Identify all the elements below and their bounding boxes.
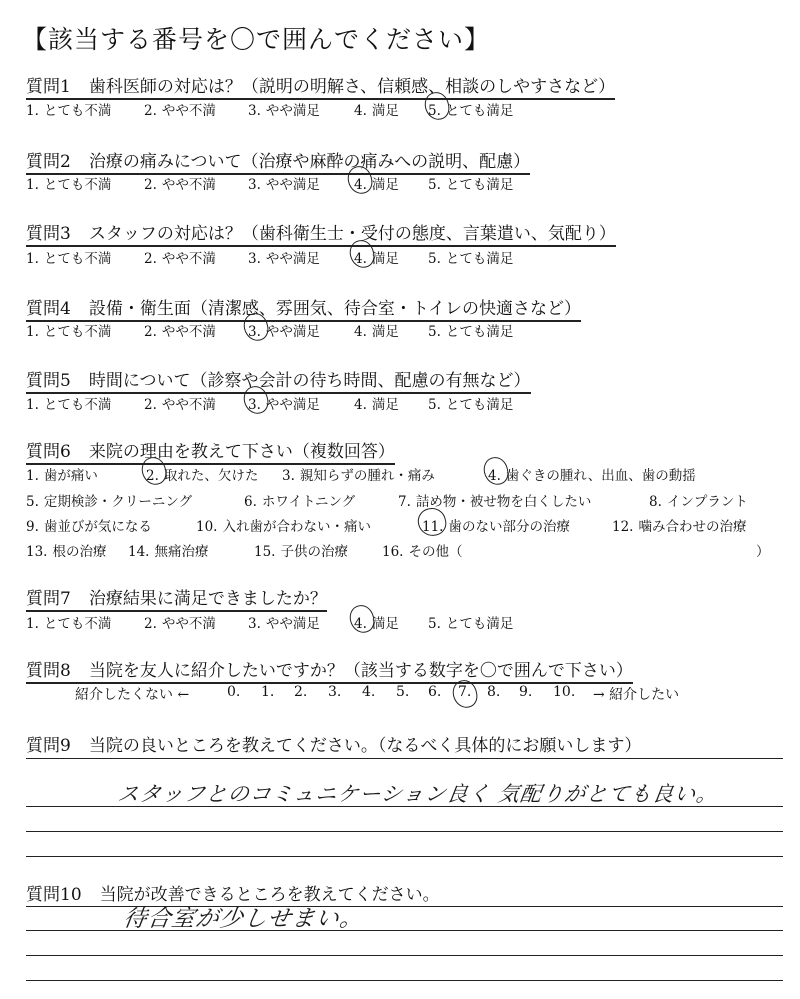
survey-sheet: 【該当する番号を〇で囲んでください】 質問1 歯科医師の対応は？（説明の明解さ、信頼感、相談のしやすさなど） 1. とても不満 2. やや不満 3. やや満足 4. 満足 5. とても満足 質問2 治療の痛みについて（治療や麻酔の痛みへの説明、配慮） 1. とても不満 2. やや不満 3. やや満足 4. 満足 5. とても満足 質問3 スタッフの対応は？（歯科衛生士・受付の態度、言葉遣い、気配り） 1. とても不満 2. やや不満 3. やや満足 4. 満足 5. とても満足 質問4 設備・衛生面（清潔感、雰囲気、待合室・トイレの快適さなど） 1. とても不満 2. やや不満 3. やや満足 4. 満足 5. とても満足 質問5 時間について（診察や会計の待ち時間、配慮の有無など） 1. とても不満 2. やや不満 3. やや満足 4. 満足 5. とても満足 質問6 来院の理由を教えて下さい（複数回答） 1. 歯が痛い 2. 取れた、欠けた 3. 親知らずの腫れ・痛み 4. 歯ぐきの腫れ、出血、歯の動揺 5. 定期検診・クリーニング 6. ホワイトニング 7. 詰め物・被せ物を白くしたい 8. インプラント 9. 歯並びが気になる 10. 入れ歯が合わない・痛い 11. 歯のない部分の治療 12. 噛み合わせの治療 13. 根の治療 14. 無痛治療 15. 子供の治療 16. その他（ ） 質問7 治療結果に満足できましたか？ 1. とても不満 2. やや不満 3. やや満足 4. 満足 5. とても満足 質問8 当院を友人に紹介したいですか？（該当する数字を〇で囲んで下さい） 紹介したくない ← 0. 1. 2. 3. 4. 5. 6. 7. 8. 9. 10. → 紹介したい 質問9 当院の良いところを教えてください。（なるべく具体的にお願いします） スタッフとのコミュニケーション良く 気配りがとても良い。 質問10 当院が改善できるところを教えてください。 待合室が少しせまい。 [0, 0, 800, 999]
scale-value: 8. [487, 684, 501, 700]
option-label: 歯が痛い [43, 468, 98, 484]
question-5-title [26, 366, 531, 394]
question-text: 当院が改善できるところを教えてください。 [99, 885, 440, 905]
option-label: やや満足 [265, 251, 320, 267]
answer-line [26, 758, 783, 759]
option-label: 子供の治療 [280, 544, 348, 560]
option-label: とても満足 [445, 616, 514, 632]
question-9-handwritten-response: スタッフとのコミュニケーション良く 気配りがとても良い。 [116, 782, 720, 806]
option-label: やや不満 [161, 103, 216, 119]
option-label: ホワイトニング [261, 494, 356, 510]
answer-line [26, 955, 783, 956]
option-label: とても満足 [445, 103, 514, 119]
scale-value: 0. [227, 684, 241, 700]
question-number: 質問3 [26, 224, 71, 244]
option-label: 入れ歯が合わない・痛い [222, 519, 371, 535]
question-number: 質問7 [26, 589, 71, 609]
question-number: 質問9 [26, 736, 71, 756]
option-label: やや満足 [265, 103, 320, 119]
option-label: やや満足 [265, 324, 320, 340]
question-number: 質問1 [26, 77, 71, 97]
scale-value: 4. [362, 684, 376, 700]
option-label: 歯ぐきの腫れ、出血、歯の動揺 [505, 468, 696, 484]
option-label: 満足 [371, 251, 399, 267]
scale-value: 2. [294, 684, 308, 700]
option-label: やや満足 [265, 177, 320, 193]
option-label: やや不満 [161, 397, 216, 413]
option-label: 無痛治療 [154, 544, 209, 560]
question-3-title [26, 219, 616, 247]
option-label: 親知らずの腫れ・痛み [299, 468, 435, 484]
question-text: 来院の理由を教えて下さい（複数回答） [88, 442, 395, 462]
option-label: とても不満 [43, 177, 112, 193]
scale-value: 5. [396, 684, 410, 700]
option-label: とても満足 [445, 324, 514, 340]
option-label: その他（ [408, 544, 463, 560]
question-text: 時間について（診察や会計の待ち時間、配慮の有無など） [88, 371, 531, 391]
scale-left-label: 紹介したくない ← [75, 687, 190, 703]
option-label: やや満足 [265, 397, 320, 413]
scale-right-label: → 紹介したい [593, 687, 680, 703]
question-text: 歯科医師の対応は？（説明の明解さ、信頼感、相談のしやすさなど） [88, 77, 616, 97]
option-label: 満足 [371, 397, 399, 413]
option-label: 定期検診・クリーニング [43, 494, 193, 510]
option-label: やや不満 [161, 616, 216, 632]
scale-value: 7. [458, 684, 472, 700]
option-label: とても不満 [43, 324, 112, 340]
scale-value: 10. [553, 684, 576, 700]
option-label: 歯のない部分の治療 [448, 519, 570, 535]
option-label: 根の治療 [52, 544, 107, 560]
question-number: 質問4 [26, 299, 71, 319]
option-label: 満足 [371, 103, 399, 119]
question-number: 質問6 [26, 442, 71, 462]
question-number: 質問5 [26, 371, 71, 391]
question-number: 質問10 [26, 885, 82, 905]
option-label: 詰め物・被せ物を白くしたい [415, 494, 592, 510]
question-text: 設備・衛生面（清潔感、雰囲気、待合室・トイレの快適さなど） [88, 299, 581, 319]
option-label: やや不満 [161, 177, 216, 193]
option-label: 満足 [371, 324, 399, 340]
question-number: 質問8 [26, 661, 71, 681]
question-9-title [26, 731, 641, 756]
page-heading: 【該当する番号を〇で囲んでください】 [22, 25, 491, 54]
question-8-title [26, 656, 633, 684]
option-label: やや不満 [161, 324, 216, 340]
option-label: インプラント [666, 494, 748, 510]
question-number: 質問2 [26, 152, 71, 172]
option-label: やや満足 [265, 616, 320, 632]
option-label: 取れた、欠けた [163, 468, 259, 484]
scale-value: 1. [261, 684, 275, 700]
question-4-title [26, 294, 581, 322]
question-7-title [26, 584, 327, 612]
question-10-handwritten-response: 待合室が少しせまい。 [121, 906, 366, 932]
question-text: 当院の良いところを教えてください。（なるべく具体的にお願いします） [88, 736, 642, 756]
question-text: 当院を友人に紹介したいですか？（該当する数字を〇で囲んで下さい） [88, 661, 633, 681]
option-label: とても不満 [43, 251, 112, 267]
question-6-title [26, 437, 395, 465]
option-label: やや不満 [161, 251, 216, 267]
option-label: とても満足 [445, 397, 514, 413]
option-label: 満足 [371, 177, 399, 193]
option-label: とても不満 [43, 103, 112, 119]
scale-value: 3. [328, 684, 342, 700]
question-text: 治療の痛みについて（治療や麻酔の痛みへの説明、配慮） [88, 152, 531, 172]
other-paren-close: ） [756, 544, 770, 560]
question-1-title [26, 72, 615, 100]
answer-line [26, 831, 783, 832]
option-label: とても不満 [43, 397, 112, 413]
option-label: とても満足 [445, 251, 514, 267]
option-label: 満足 [371, 616, 399, 632]
answer-line [26, 856, 783, 857]
option-label: 噛み合わせの治療 [638, 519, 747, 535]
option-label: とても不満 [43, 616, 112, 632]
scale-value: 6. [428, 684, 442, 700]
option-label: とても満足 [445, 177, 514, 193]
question-2-title [26, 147, 530, 175]
question-text: 治療結果に満足できましたか？ [88, 589, 327, 609]
answer-line [26, 980, 783, 981]
option-label: 歯並びが気になる [43, 519, 152, 535]
question-text: スタッフの対応は？（歯科衛生士・受付の態度、言葉遣い、気配り） [88, 224, 616, 244]
scale-value: 9. [519, 684, 533, 700]
